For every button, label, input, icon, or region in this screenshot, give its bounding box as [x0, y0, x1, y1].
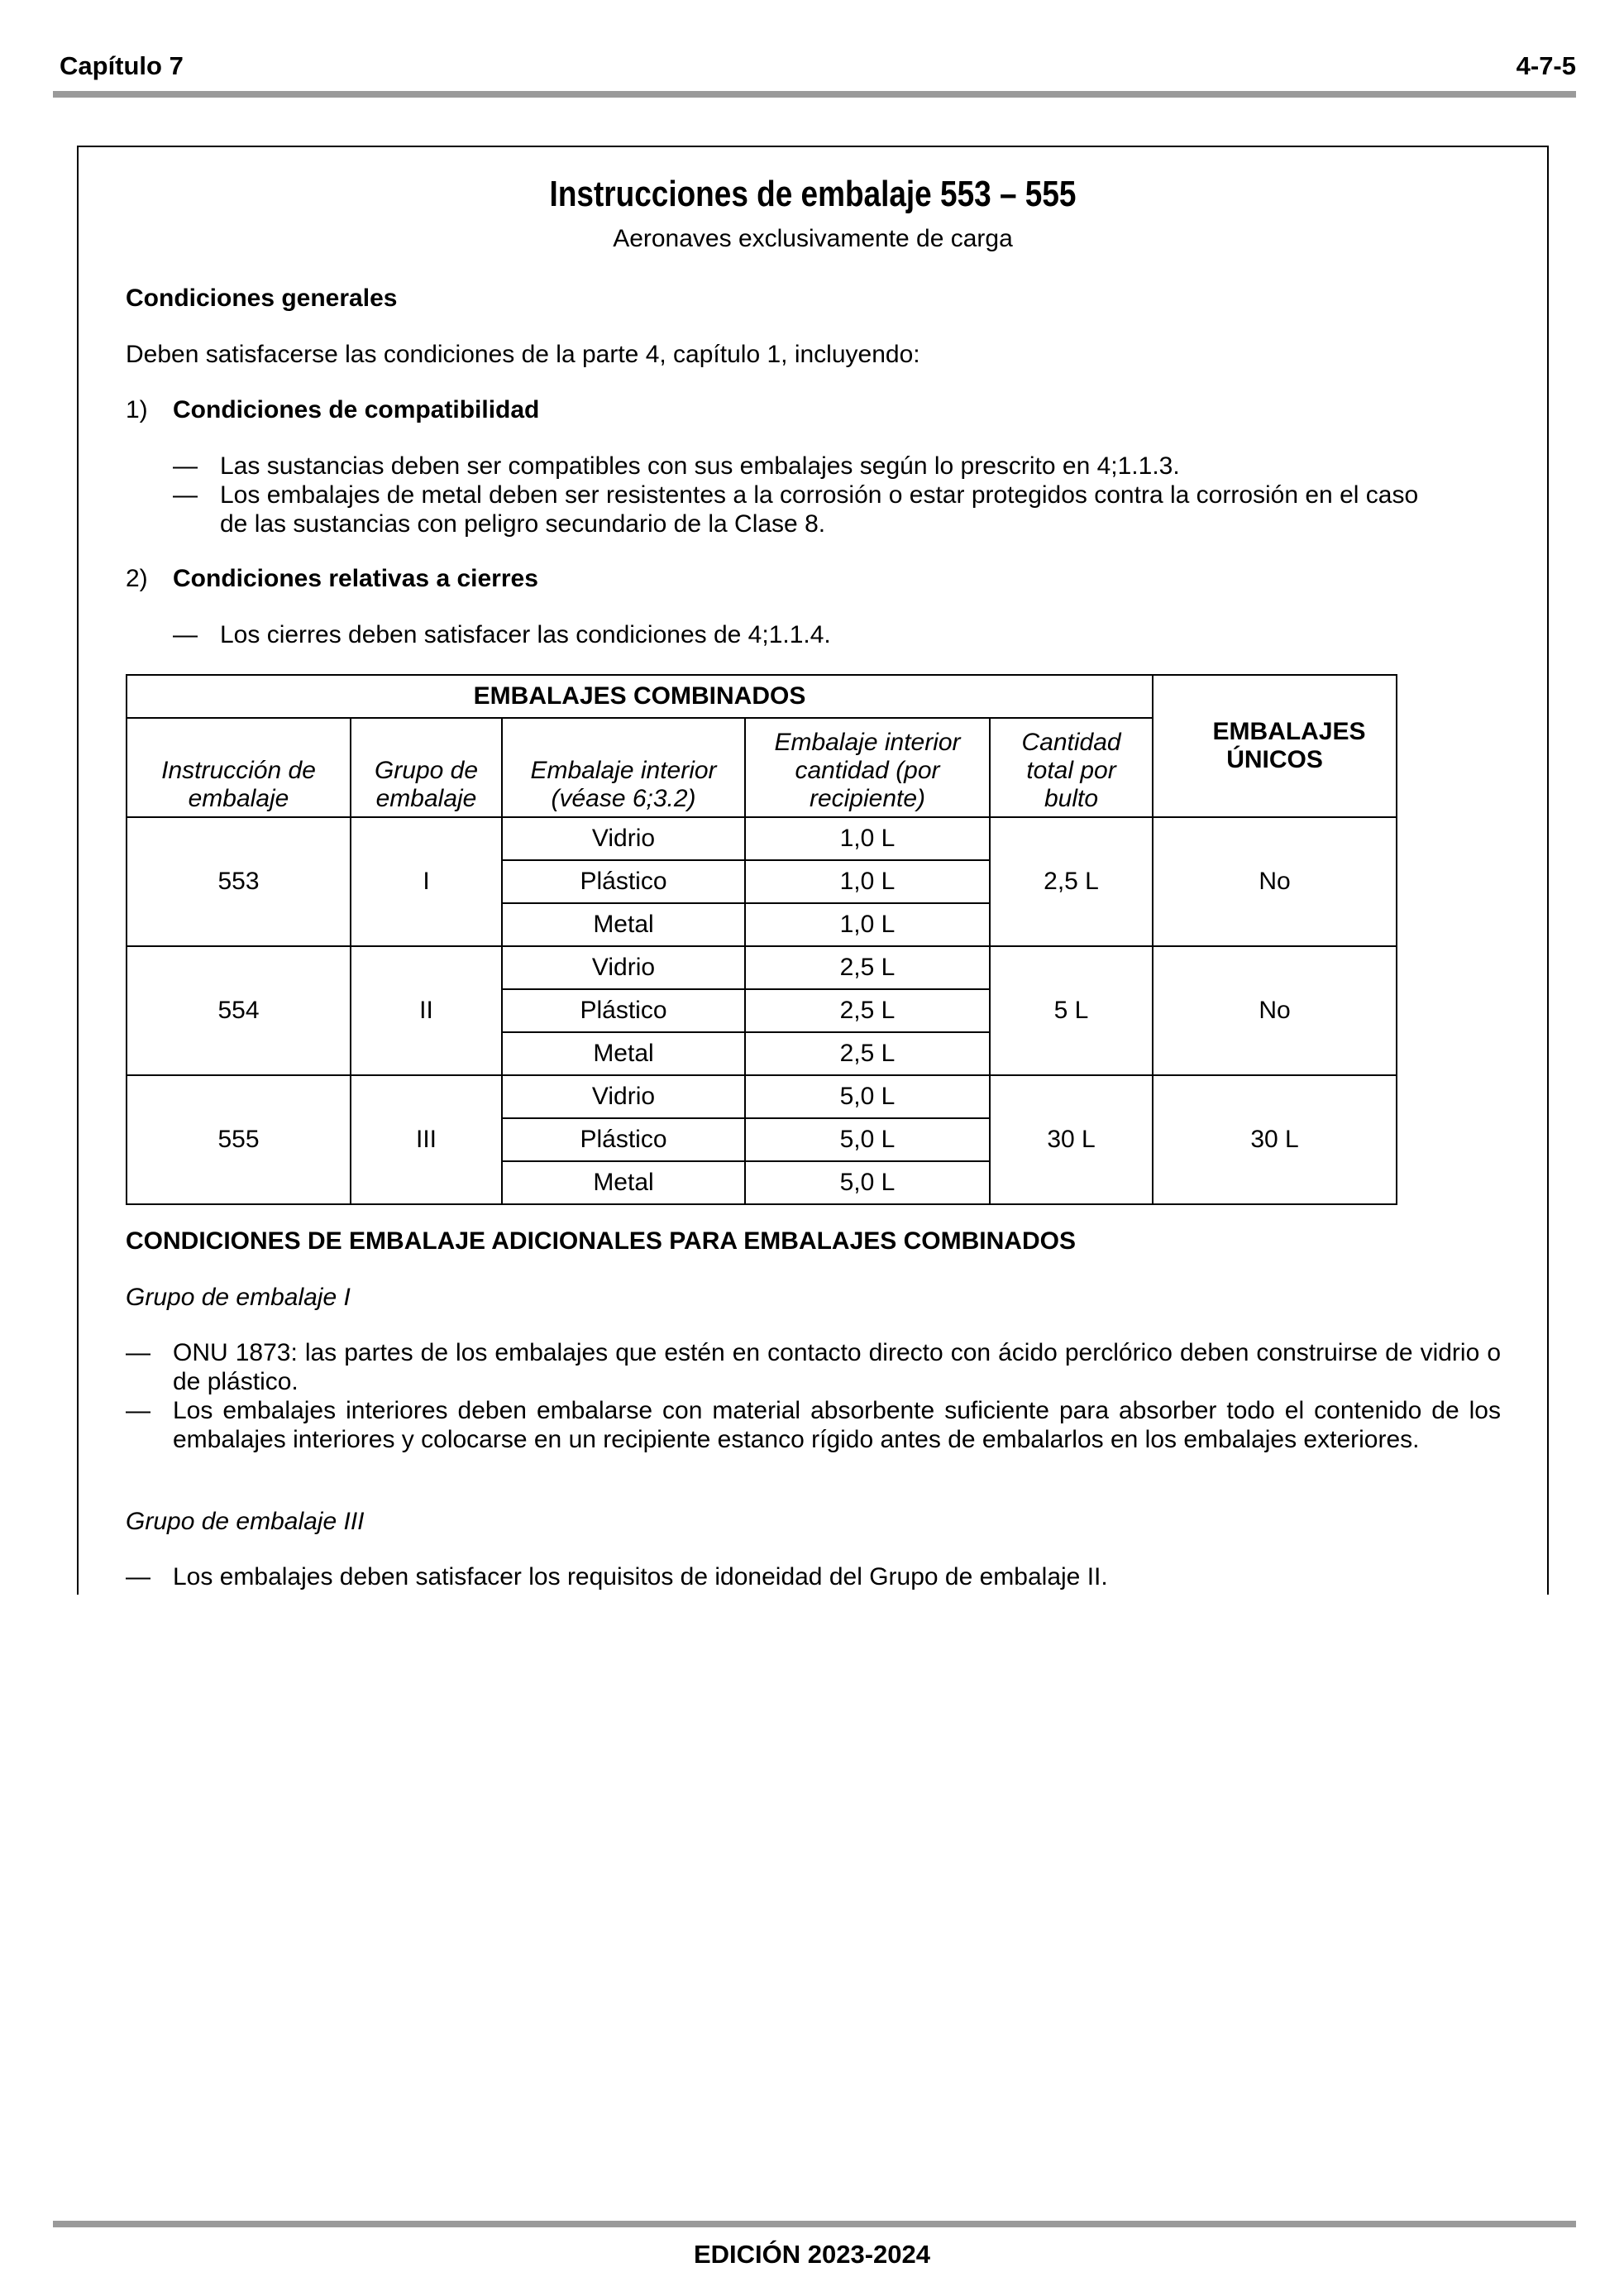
material-cell: Plástico	[502, 989, 745, 1032]
single-packaging-header	[1153, 675, 1397, 817]
bullet-dash: —	[126, 1563, 150, 1590]
group-1-item: ONU 1873: las partes de los embalajes que estén en contacto directo con ácido perclórico deben construirse de vidrio o de plástico.	[173, 1339, 1501, 1395]
additional-heading: CONDICIONES DE EMBALAJE ADICIONALES PARA EMBALAJES COMBINADOS	[126, 1227, 1076, 1255]
bullet-dash: —	[173, 452, 198, 480]
instruction-cell: 554	[127, 946, 351, 1075]
column-header: Instrucción de embalaje	[127, 718, 351, 817]
quantity-cell: 2,5 L	[745, 1032, 990, 1075]
group-1-label: Grupo de embalaje I	[126, 1284, 351, 1311]
single-cell: No	[1153, 946, 1397, 1075]
total-cell: 2,5 L	[990, 817, 1153, 946]
combined-packaging-header: EMBALAJES COMBINADOS	[127, 675, 1153, 718]
bullet-text-continued: de las sustancias con peligro secundario de la Clase 8.	[220, 510, 826, 538]
quantity-cell: 1,0 L	[745, 817, 990, 860]
section-2-number: 2)	[126, 565, 148, 592]
chapter-label: Capítulo 7	[60, 51, 184, 80]
quantity-cell: 2,5 L	[745, 946, 990, 989]
material-cell: Vidrio	[502, 817, 745, 860]
bullet-text: Los cierres deben satisfacer las condiciones de 4;1.1.4.	[220, 621, 831, 648]
table-row	[127, 817, 1397, 860]
header-rule	[53, 91, 1576, 98]
instruction-cell: 553	[127, 817, 351, 946]
page-subtitle: Aeronaves exclusivamente de carga	[613, 225, 1013, 252]
group-3-label: Grupo de embalaje III	[126, 1508, 365, 1535]
instruction-cell: 555	[127, 1075, 351, 1204]
table-row	[127, 1075, 1397, 1118]
quantity-cell: 1,0 L	[745, 903, 990, 946]
packing-group-cell: III	[351, 1075, 502, 1204]
quantity-cell: 5,0 L	[745, 1118, 990, 1161]
bullet-text: Los embalajes de metal deben ser resistentes a la corrosión o estar protegidos contra la corrosión en el caso	[220, 481, 1419, 509]
column-header: Embalaje interior (véase 6;3.2)	[502, 718, 745, 817]
group-3-item: Los embalajes deben satisfacer los requisitos de idoneidad del Grupo de embalaje II.	[173, 1563, 1108, 1590]
bullet-dash: —	[173, 481, 198, 509]
material-cell: Metal	[502, 1032, 745, 1075]
bullet-dash: —	[126, 1397, 150, 1424]
single-cell: No	[1153, 817, 1397, 946]
total-cell: 5 L	[990, 946, 1153, 1075]
section-1-number: 1)	[126, 396, 148, 423]
material-cell: Metal	[502, 903, 745, 946]
bullet-dash: —	[126, 1339, 150, 1366]
single-cell: 30 L	[1153, 1075, 1397, 1204]
general-intro: Deben satisfacerse las condiciones de la parte 4, capítulo 1, incluyendo:	[126, 341, 920, 368]
table-row	[127, 946, 1397, 989]
total-cell: 30 L	[990, 1075, 1153, 1204]
single-packaging-label: EMBALAJES ÚNICOS	[1212, 718, 1366, 773]
quantity-cell: 5,0 L	[745, 1161, 990, 1204]
quantity-cell: 2,5 L	[745, 989, 990, 1032]
packing-group-cell: II	[351, 946, 502, 1075]
material-cell: Vidrio	[502, 1075, 745, 1118]
group-1-item: Los embalajes interiores deben embalarse con material absorbente suficiente para absorber todo el contenido de los embalajes interiores y colocarse en un recipiente estanco rígido antes de embalarlos en los embalajes exteriores.	[173, 1397, 1501, 1453]
column-header: Cantidad total por bulto	[990, 718, 1153, 817]
bullet-dash: —	[173, 621, 198, 648]
material-cell: Vidrio	[502, 946, 745, 989]
quantity-cell: 1,0 L	[745, 860, 990, 903]
material-cell: Plástico	[502, 1118, 745, 1161]
edition-label: EDICIÓN 2023-2024	[693, 2240, 931, 2269]
page-title: Instrucciones de embalaje 553 – 555	[549, 174, 1077, 214]
bullet-text: Las sustancias deben ser compatibles con sus embalajes según lo prescrito en 4;1.1.3.	[220, 452, 1180, 480]
general-heading: Condiciones generales	[126, 285, 398, 312]
material-cell: Plástico	[502, 860, 745, 903]
packing-table	[126, 674, 1397, 1205]
page-number: 4-7-5	[1516, 51, 1576, 80]
footer-rule	[53, 2221, 1576, 2227]
section-2-heading: Condiciones relativas a cierres	[173, 565, 538, 592]
packing-group-cell: I	[351, 817, 502, 946]
material-cell: Metal	[502, 1161, 745, 1204]
column-header: Embalaje interior cantidad (por recipiente)	[745, 718, 990, 817]
column-header: Grupo de embalaje	[351, 718, 502, 817]
section-1-heading: Condiciones de compatibilidad	[173, 396, 540, 423]
quantity-cell: 5,0 L	[745, 1075, 990, 1118]
